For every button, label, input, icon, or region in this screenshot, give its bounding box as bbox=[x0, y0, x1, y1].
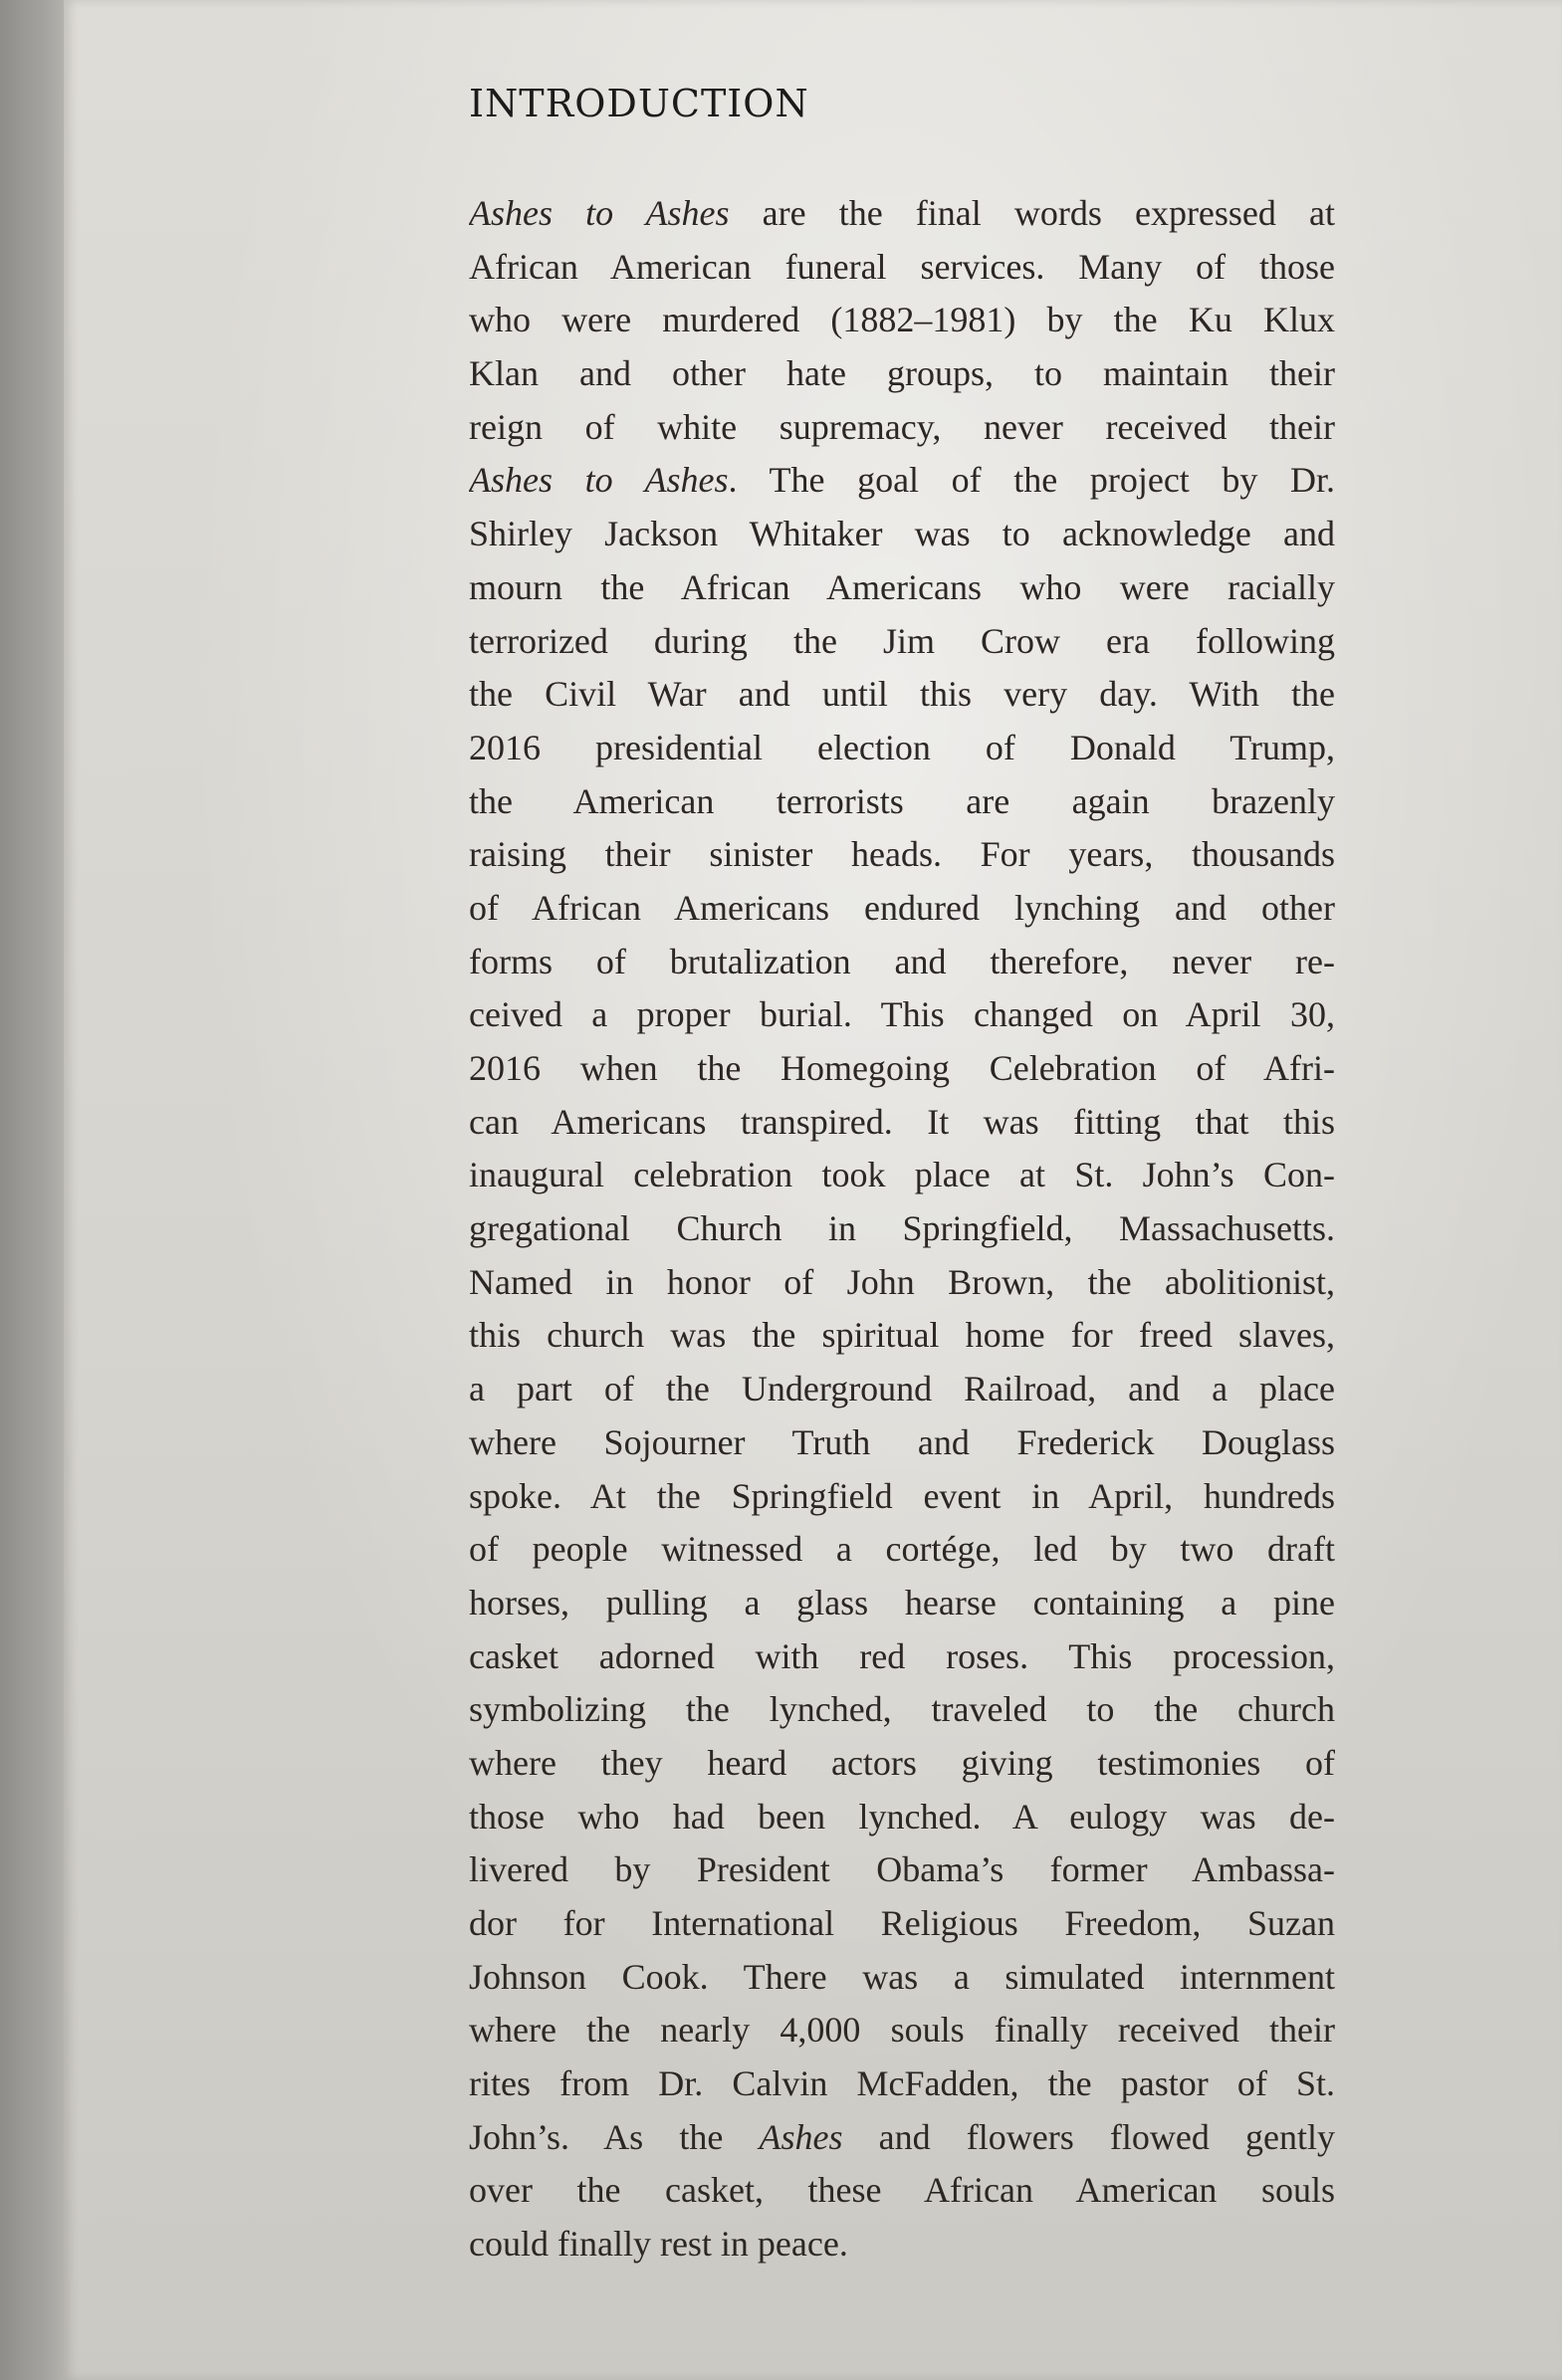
section-title: INTRODUCTION bbox=[469, 82, 809, 125]
text-line bbox=[469, 1683, 1335, 1737]
text-line bbox=[469, 1791, 1335, 1844]
text-line bbox=[469, 1470, 1335, 1524]
document-page bbox=[64, 0, 1562, 2380]
text-line bbox=[469, 1096, 1335, 1150]
text-line bbox=[469, 668, 1335, 722]
line-text: the Civil War and until this very day. With the bbox=[469, 674, 1335, 715]
line-text: 2016 when the Homegoing Celebration of Afri- bbox=[469, 1048, 1335, 1088]
italic-title-text: Ashes bbox=[759, 2116, 843, 2157]
text-line bbox=[469, 187, 1335, 241]
text-line bbox=[469, 1577, 1335, 1630]
line-text: African American funeral services. Many of those bbox=[469, 246, 1335, 287]
text-line bbox=[469, 775, 1335, 829]
line-text: where the nearly 4,000 souls finally received their bbox=[469, 2010, 1335, 2051]
line-text: could finally rest in peace. bbox=[469, 2224, 848, 2265]
italic-title-text: Ashes to Ashes bbox=[469, 460, 729, 501]
line-text: Named in honor of John Brown, the abolitionist, bbox=[469, 1261, 1335, 1302]
text-line bbox=[469, 1897, 1335, 1951]
text-line bbox=[469, 1309, 1335, 1363]
line-text: Johnson Cook. There was a simulated internment bbox=[469, 1956, 1335, 1997]
line-text: rites from Dr. Calvin McFadden, the pastor of St. bbox=[469, 2063, 1335, 2104]
text-line bbox=[469, 2218, 1335, 2272]
text-line bbox=[469, 722, 1335, 775]
text-line bbox=[469, 241, 1335, 295]
line-text: of people witnessed a cortége, led by two draft bbox=[469, 1529, 1335, 1570]
text-line bbox=[469, 508, 1335, 561]
text-line bbox=[469, 1363, 1335, 1416]
text-line bbox=[469, 882, 1335, 936]
text-line bbox=[469, 1149, 1335, 1202]
text-line bbox=[469, 2004, 1335, 2057]
text-line bbox=[469, 294, 1335, 347]
text-line bbox=[469, 1843, 1335, 1897]
text-line bbox=[469, 454, 1335, 508]
line-text: forms of brutalization and therefore, never re- bbox=[469, 941, 1335, 981]
line-text: reign of white supremacy, never received their bbox=[469, 406, 1335, 447]
text-line bbox=[469, 936, 1335, 989]
text-line bbox=[469, 347, 1335, 401]
text-line bbox=[469, 615, 1335, 669]
line-text: are the final words expressed at bbox=[729, 193, 1335, 233]
italic-title-text: Ashes to Ashes bbox=[469, 193, 730, 233]
line-text: a part of the Underground Railroad, and a place bbox=[469, 1369, 1335, 1409]
text-line bbox=[469, 1630, 1335, 1684]
line-text: horses, pulling a glass hearse containing a pine bbox=[469, 1582, 1335, 1623]
line-text: and flowers flowed gently bbox=[842, 2116, 1335, 2157]
text-line bbox=[469, 561, 1335, 615]
text-line bbox=[469, 1737, 1335, 1791]
book-spine-edge bbox=[0, 0, 64, 2380]
text-line bbox=[469, 828, 1335, 882]
text-line bbox=[469, 1951, 1335, 2005]
line-text: livered by President Obama’s former Ambassa- bbox=[469, 1849, 1335, 1890]
line-text: gregational Church in Springfield, Massachusetts. bbox=[469, 1208, 1335, 1249]
line-text: where Sojourner Truth and Frederick Douglass bbox=[469, 1421, 1335, 1462]
line-text: . The goal of the project by Dr. bbox=[728, 460, 1335, 501]
text-line bbox=[469, 1416, 1335, 1470]
line-text: mourn the African Americans who were racially bbox=[469, 566, 1335, 607]
line-text: this church was the spiritual home for freed slaves, bbox=[469, 1315, 1335, 1356]
text-line bbox=[469, 1523, 1335, 1577]
line-text: raising their sinister heads. For years, thousands bbox=[469, 834, 1335, 875]
line-text: can Americans transpired. It was fitting that this bbox=[469, 1101, 1335, 1142]
text-line bbox=[469, 1202, 1335, 1256]
text-line bbox=[469, 2111, 1335, 2165]
line-text: where they heard actors giving testimonies of bbox=[469, 1742, 1335, 1783]
line-text: over the casket, these African American souls bbox=[469, 2170, 1335, 2211]
line-text: of African Americans endured lynching and other bbox=[469, 887, 1335, 928]
line-text: Shirley Jackson Whitaker was to acknowledge and bbox=[469, 514, 1335, 554]
line-text: symbolizing the lynched, traveled to the church bbox=[469, 1689, 1335, 1730]
text-line bbox=[469, 2057, 1335, 2111]
line-text: those who had been lynched. A eulogy was de- bbox=[469, 1796, 1335, 1837]
line-text: the American terrorists are again brazenly bbox=[469, 780, 1335, 821]
text-line bbox=[469, 401, 1335, 455]
line-text: ceived a proper burial. This changed on April 30, bbox=[469, 994, 1335, 1035]
introduction-body bbox=[469, 187, 1335, 2297]
text-line bbox=[469, 2164, 1335, 2218]
line-text: Klan and other hate groups, to maintain their bbox=[469, 353, 1335, 394]
line-text: dor for International Religious Freedom, Suzan bbox=[469, 1903, 1335, 1943]
line-text: spoke. At the Springfield event in April, hundreds bbox=[469, 1475, 1335, 1516]
line-text: terrorized during the Jim Crow era following bbox=[469, 620, 1335, 661]
line-text: John’s. As the bbox=[469, 2116, 760, 2157]
line-text: casket adorned with red roses. This procession, bbox=[469, 1635, 1335, 1676]
text-line bbox=[469, 1256, 1335, 1310]
text-line bbox=[469, 988, 1335, 1042]
line-text: who were murdered (1882–1981) by the Ku Klux bbox=[469, 300, 1335, 340]
line-text: 2016 presidential election of Donald Trump, bbox=[469, 727, 1335, 767]
text-line bbox=[469, 1042, 1335, 1096]
line-text: inaugural celebration took place at St. John’s Con- bbox=[469, 1155, 1335, 1195]
